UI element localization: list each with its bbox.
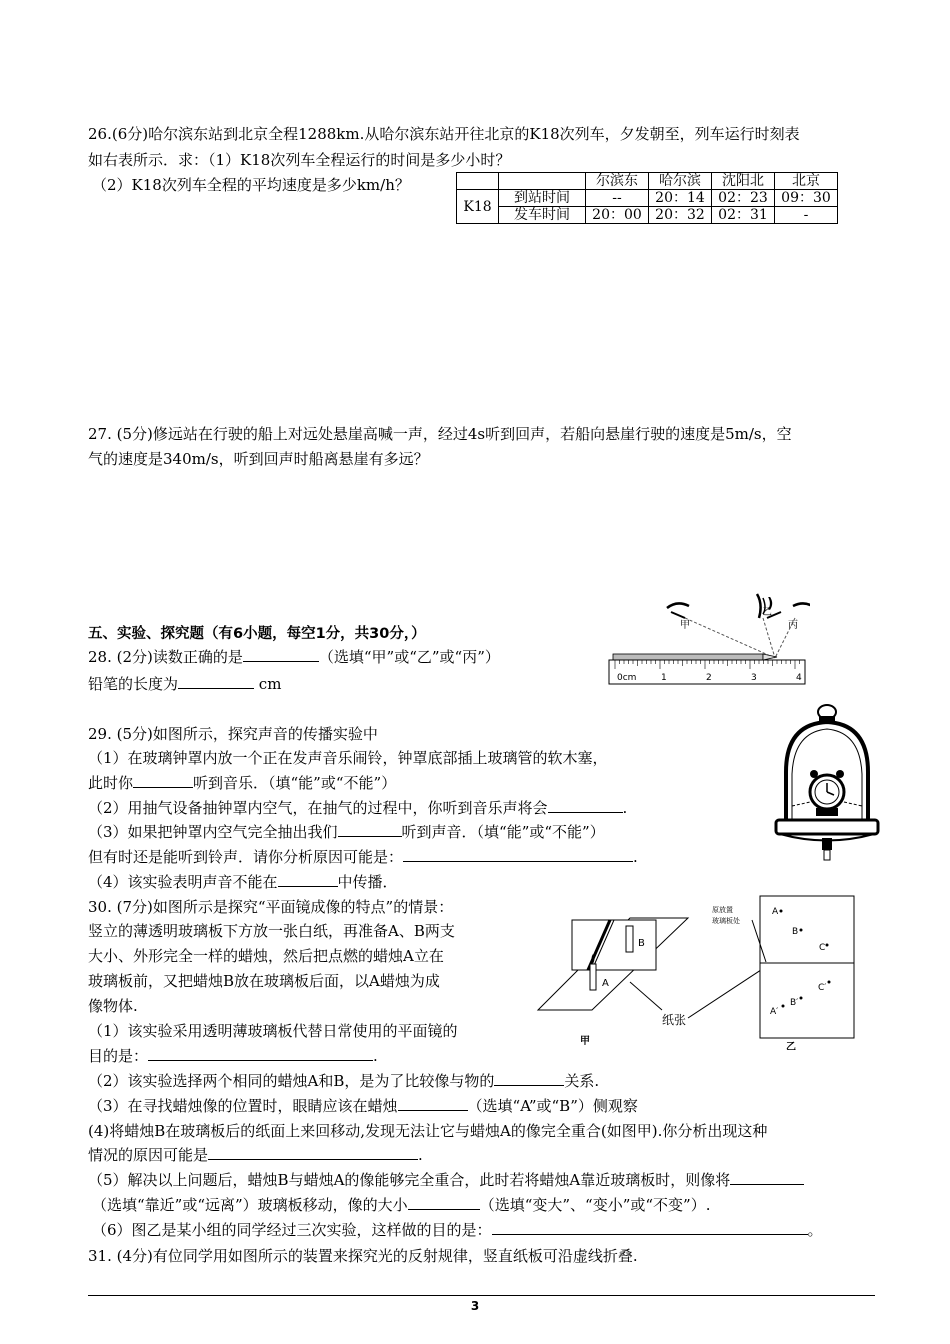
q30-text: （选填“靠近”或“远离”）玻璃板移动，像的大小 xyxy=(92,1196,408,1214)
point-label: B xyxy=(792,927,799,937)
arrive-time: 20：14 xyxy=(649,190,712,207)
answer-blank[interactable] xyxy=(492,1220,808,1235)
q30-line9 xyxy=(88,1096,638,1116)
train-number: K18 xyxy=(457,190,499,224)
answer-blank[interactable] xyxy=(494,1071,564,1086)
arrive-time: -- xyxy=(586,190,649,207)
q30-line7 xyxy=(88,1046,378,1066)
q30-text: （5）解决以上问题后，蜡烛B与蜡烛A的像能够完全重合，此时若将蜡烛A靠近玻璃板时，则像将 xyxy=(88,1171,731,1189)
ruler-tick-label: 0cm xyxy=(617,673,637,683)
q30-text: . xyxy=(373,1047,378,1065)
label-a: A xyxy=(602,978,609,989)
ruler-tick-label: 3 xyxy=(751,673,757,683)
label-jia: 甲 xyxy=(680,620,690,631)
label-b: B xyxy=(638,938,645,949)
answer-blank[interactable] xyxy=(178,674,254,689)
q28-text: （选填“甲”或“乙”或“丙”） xyxy=(318,648,500,666)
q30-line14 xyxy=(92,1220,823,1240)
answer-blank[interactable] xyxy=(548,798,623,813)
answer-blank[interactable] xyxy=(133,773,193,788)
q30-line3: 大小、外形完全一样的蜡烛，然后把点燃的蜡烛A立在 xyxy=(88,947,444,965)
label-yi: 乙 xyxy=(786,1042,796,1050)
footer-rule xyxy=(88,1295,875,1296)
q30-text: . xyxy=(418,1146,423,1164)
q30-text: 情况的原因可能是 xyxy=(88,1146,209,1164)
q29-text: 但有时还是能听到铃声．请你分析原因可能是： xyxy=(88,848,404,866)
note-glass: 玻璃板处 xyxy=(712,917,740,925)
train-timetable xyxy=(456,172,838,224)
answer-blank[interactable] xyxy=(338,822,402,837)
q29-text: 听到声音．（填“能”或“不能”） xyxy=(401,823,605,841)
candle-a xyxy=(590,964,596,990)
q30-text: 目的是： xyxy=(88,1047,149,1065)
q29-text: （2）用抽气设备抽钟罩内空气，在抽气的过程中，你听到音乐声将会 xyxy=(88,799,548,817)
label-yi: 乙 xyxy=(762,607,772,618)
q29-text: （4）该实验表明声音不能在 xyxy=(88,873,278,891)
q28-text: 28. (2分)读数正确的是 xyxy=(88,648,243,666)
q28-text: 铅笔的长度为 xyxy=(88,675,179,693)
arrive-time: 02：23 xyxy=(712,190,775,207)
q29-text: . xyxy=(622,799,628,817)
q29-line2: （1）在玻璃钟罩内放一个正在发声音乐闹铃，钟罩底部插上玻璃管的软木塞， xyxy=(88,749,608,767)
depart-time: 20：32 xyxy=(649,207,712,224)
page-number: 3 xyxy=(470,1299,480,1313)
q30-line12 xyxy=(88,1170,804,1190)
arrive-time: 09：30 xyxy=(775,190,838,207)
ruler-tick-label: 4 xyxy=(796,673,802,683)
pencil xyxy=(613,654,763,660)
eye-icon xyxy=(767,603,810,618)
q30-line4: 玻璃板前，又把蜡烛B放在玻璃板后面，以A蜡烛为成 xyxy=(88,972,440,990)
answer-blank[interactable] xyxy=(243,647,319,662)
bell-jar-figure xyxy=(772,702,882,864)
q30-line5: 像物体. xyxy=(88,997,138,1015)
answer-blank[interactable] xyxy=(278,872,338,887)
q29-line1: 29. (5分)如图所示，探究声音的传播实验中 xyxy=(88,725,378,743)
q29-text: 听到音乐．（填“能”或“不能”） xyxy=(193,774,397,792)
ruler-tick-label: 2 xyxy=(706,673,712,683)
answer-blank[interactable] xyxy=(398,1096,468,1111)
q29-line3 xyxy=(88,773,396,793)
q27-line2: 气的速度是340m/s，听到回声时船离悬崖有多远？ xyxy=(88,450,429,468)
q31-line1: 31. (4分)有位同学用如图所示的装置来探究光的反射规律，竖直纸板可沿虚线折叠. xyxy=(88,1247,638,1265)
q30-line2: 竖立的薄透明玻璃板下方放一张白纸，再准备A、B两支 xyxy=(88,922,455,940)
depart-time: - xyxy=(775,207,838,224)
label-bing: 丙 xyxy=(788,620,798,631)
depart-time: 02：31 xyxy=(712,207,775,224)
q30-line11 xyxy=(88,1145,423,1165)
q29-text: 此时你 xyxy=(88,774,134,792)
eye-icon xyxy=(667,603,689,618)
q29-line6 xyxy=(88,847,638,867)
q28-unit: cm xyxy=(258,675,282,693)
station-header: 北京 xyxy=(775,173,838,190)
answer-blank[interactable] xyxy=(408,1195,480,1210)
q30-line8 xyxy=(88,1071,599,1091)
paper-label: 纸张 xyxy=(662,1013,687,1027)
plane-mirror-figure xyxy=(530,890,860,1050)
q26-line3: （2）K18次列车全程的平均速度是多少km/h？ xyxy=(92,176,410,194)
q29-line5 xyxy=(88,822,605,842)
answer-blank[interactable] xyxy=(148,1046,373,1061)
arrive-label: 到站时间 xyxy=(499,190,586,207)
candle-b xyxy=(626,926,633,952)
answer-blank[interactable] xyxy=(403,847,633,862)
q30-text: 。 xyxy=(807,1221,823,1239)
q30-text: （选填“变大”、“变小”或“不变”）. xyxy=(479,1196,711,1214)
q29-text: 中传播． xyxy=(337,873,398,891)
point-label: C′ xyxy=(818,983,827,993)
answer-blank[interactable] xyxy=(208,1145,418,1160)
ruler-figure xyxy=(605,588,810,686)
station-header: 哈尔滨 xyxy=(649,173,712,190)
station-header: 尔滨东 xyxy=(586,173,649,190)
q28-line2 xyxy=(88,674,281,694)
point-label: A xyxy=(772,907,779,917)
q30-text: （2）该实验选择两个相同的蜡烛A和B，是为了比较像与物的 xyxy=(88,1072,495,1090)
depart-time: 20：00 xyxy=(586,207,649,224)
answer-blank[interactable] xyxy=(730,1170,804,1185)
q30-line13 xyxy=(92,1195,710,1215)
note-original: 原放置 xyxy=(712,906,733,914)
q30-text: （6）图乙是某小组的同学经过三次实验，这样做的目的是： xyxy=(92,1221,492,1239)
q30-text: （3）在寻找蜡烛像的位置时，眼睛应该在蜡烛 xyxy=(88,1097,398,1115)
depart-label: 发车时间 xyxy=(499,207,586,224)
point-label: B′ xyxy=(790,998,799,1008)
q29-line7 xyxy=(88,872,398,892)
q30-line1: 30. (7分)如图所示是探究“平面镜成像的特点”的情景： xyxy=(88,898,454,916)
q30-line10: (4)将蜡烛B在玻璃板后的纸面上来回移动,发现无法让它与蜡烛A的像完全重合(如图甲).你分析出现这种 xyxy=(88,1122,768,1140)
q27-line1: 27. (5分)修远站在行驶的船上对远处悬崖高喊一声，经过4s听到回声，若船向悬崖行驶的速度是5m/s，空 xyxy=(88,425,792,443)
q28-line1 xyxy=(88,647,500,667)
q30-line6: （1）该实验采用透明薄玻璃板代替日常使用的平面镜的 xyxy=(88,1022,458,1040)
q29-line4 xyxy=(88,798,627,818)
q29-text: （3）如果把钟罩内空气完全抽出我们 xyxy=(88,823,338,841)
svg-text:): ) xyxy=(767,596,774,612)
ruler-tick-label: 1 xyxy=(661,673,667,683)
label-jia: 甲 xyxy=(580,1036,590,1047)
q30-text: 关系. xyxy=(564,1072,600,1090)
point-label: C xyxy=(819,943,826,953)
point-label: A′ xyxy=(770,1007,779,1017)
q26-line1: 26.(6分)哈尔滨东站到北京全程1288km.从哈尔滨东站开往北京的K18次列车，夕发朝至，列车运行时刻表 xyxy=(88,125,800,143)
q29-text: . xyxy=(633,848,638,866)
q26-line2: 如右表所示．求：（1）K18次列车全程运行的时间是多少小时？ xyxy=(88,151,511,169)
station-header: 沈阳北 xyxy=(712,173,775,190)
q30-text: （选填“A”或“B”）侧观察 xyxy=(467,1097,638,1115)
section5-title: 五、实验、探究题（有6小题，每空1分，共30分，） xyxy=(88,626,426,642)
